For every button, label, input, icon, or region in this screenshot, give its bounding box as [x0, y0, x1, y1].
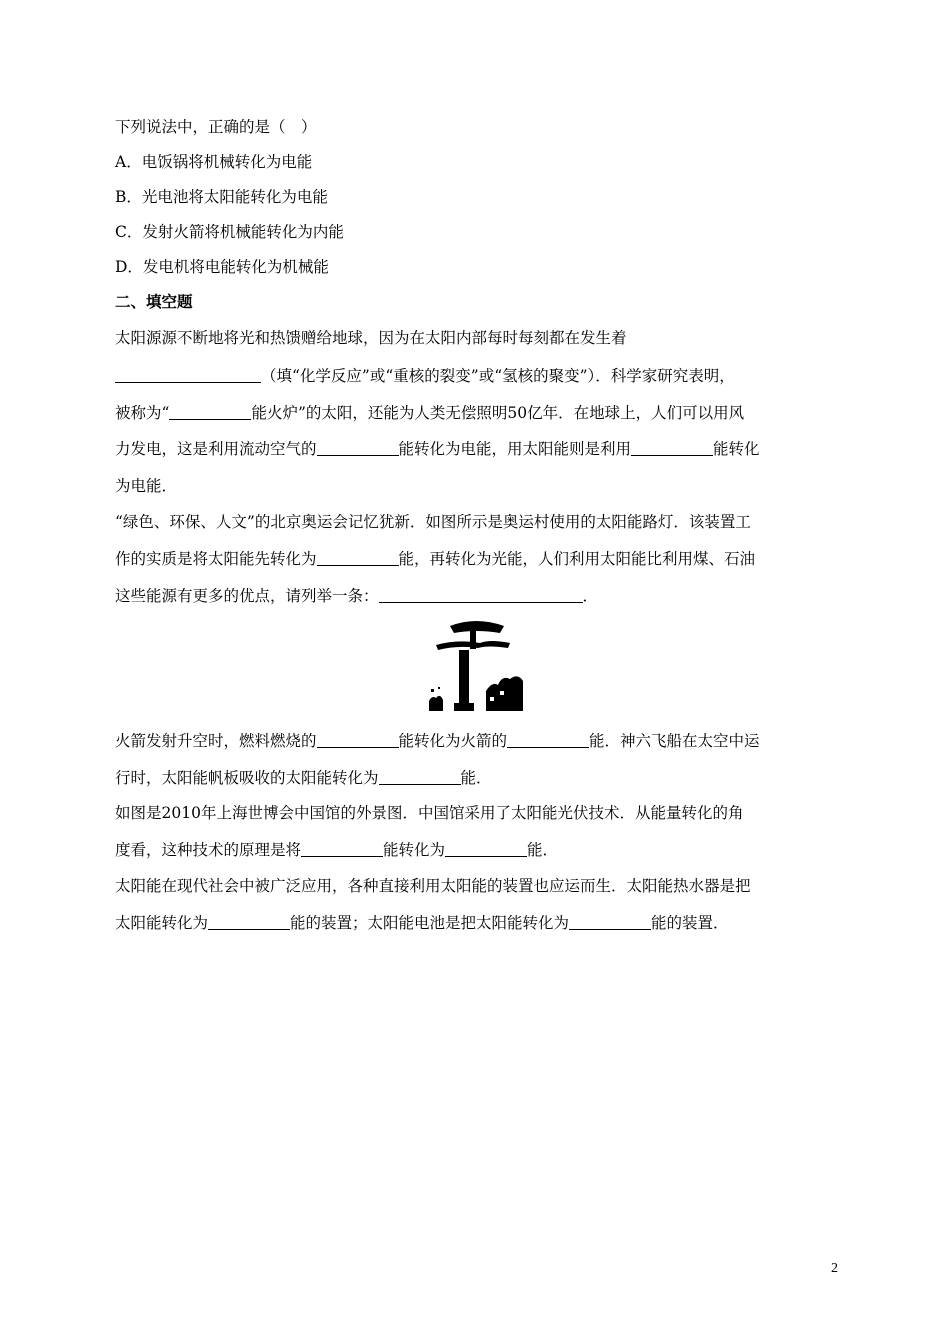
q1-line-3-text-a: 被称为“	[115, 404, 170, 422]
q1-line-3	[115, 403, 744, 423]
q3-line-2-text-a: 行时，太阳能帆板吸收的太阳能转化为	[115, 769, 379, 787]
q2-line-1: “绿色、环保、人文”的北京奥运会记忆犹新．如图所示是奥运村使用的太阳能路灯．该装置工	[115, 513, 751, 531]
q3-line-1-text-c: 能．神六飞船在太空中运	[589, 732, 760, 750]
q4-line-2-text-b: 能转化为	[383, 841, 446, 859]
mc-question-stem: 下列说法中，正确的是（ ）	[115, 118, 317, 136]
q1-line-1: 太阳源源不断地将光和热馈赠给地球，因为在太阳内部每时每刻都在发生着	[115, 329, 627, 347]
q1-line-2-text: （填“化学反应”或“重核的裂变”或“氢核的聚变”）．科学家研究表明，	[261, 367, 735, 385]
q2-line-2-text-a: 作的实质是将太阳能先转化为	[115, 550, 317, 568]
answer-blank[interactable]	[457, 586, 583, 603]
q2-line-2	[115, 549, 755, 569]
q5-line-2-text-b: 能的装置；太阳能电池是把太阳能转化为	[290, 914, 570, 932]
answer-blank[interactable]	[569, 913, 651, 930]
mc-option-c: C．发射火箭将机械能转化为内能	[115, 223, 344, 241]
answer-blank[interactable]	[301, 840, 383, 857]
q3-line-1-text-a: 火箭发射升空时，燃料燃烧的	[115, 732, 317, 750]
answer-blank[interactable]	[115, 366, 261, 383]
q5-line-2-text-a: 太阳能转化为	[115, 914, 209, 932]
q1-line-3-text-b: 能火炉”的太阳，还能为人类无偿照明50亿年．在地球上，人们可以用风	[251, 404, 745, 422]
answer-blank[interactable]	[631, 439, 713, 456]
answer-blank[interactable]	[445, 840, 527, 857]
mc-option-b: B．光电池将太阳能转化为电能	[115, 188, 328, 206]
q4-line-2	[115, 840, 558, 860]
section-heading: 二、填空题	[115, 293, 193, 311]
q2-line-3-text-a: 这些能源有更多的优点，请列举一条：	[115, 587, 379, 605]
q3-line-2-text-b: 能．	[460, 769, 492, 787]
q1-line-5: 为电能．	[115, 477, 178, 495]
q2-line-3-text-b: ．	[582, 587, 599, 605]
q1-line-2	[115, 366, 735, 386]
answer-blank[interactable]	[507, 731, 589, 748]
q5-line-1: 太阳能在现代社会中被广泛应用，各种直接利用太阳能的装置也应运而生．太阳能热水器是把	[115, 877, 751, 895]
q4-line-2-text-c: 能．	[527, 841, 559, 859]
q1-line-4	[115, 439, 760, 459]
answer-blank[interactable]	[317, 731, 399, 748]
answer-blank[interactable]	[317, 439, 399, 456]
q4-line-1: 如图是2010年上海世博会中国馆的外景图．中国馆采用了太阳能光伏技术．从能量转化的角	[115, 804, 744, 822]
q1-line-4-text-a: 力发电，这是利用流动空气的	[115, 440, 317, 458]
page-number: 2	[831, 1261, 838, 1276]
mc-option-a: A．电饭锅将机械转化为电能	[115, 153, 313, 171]
answer-blank[interactable]	[379, 586, 457, 603]
answer-blank[interactable]	[317, 549, 399, 566]
solar-street-lamp-image	[428, 617, 526, 715]
q5-line-2-text-c: 能的装置．	[651, 914, 729, 932]
q3-line-1	[115, 731, 760, 751]
q1-line-4-text-b: 能转化为电能，用太阳能则是利用	[398, 440, 632, 458]
q5-line-2	[115, 913, 729, 933]
q1-line-4-text-c: 能转化	[713, 440, 760, 458]
q2-line-2-text-b: 能，再转化为光能，人们利用太阳能比利用煤、石油	[398, 550, 756, 568]
q4-line-2-text-a: 度看，这种技术的原理是将	[115, 841, 302, 859]
answer-blank[interactable]	[169, 403, 251, 420]
answer-blank[interactable]	[208, 913, 290, 930]
q3-line-1-text-b: 能转化为火箭的	[398, 732, 508, 750]
mc-option-d: D．发电机将电能转化为机械能	[115, 258, 329, 276]
answer-blank[interactable]	[379, 768, 461, 785]
q3-line-2	[115, 768, 492, 788]
q2-line-3	[115, 586, 598, 606]
